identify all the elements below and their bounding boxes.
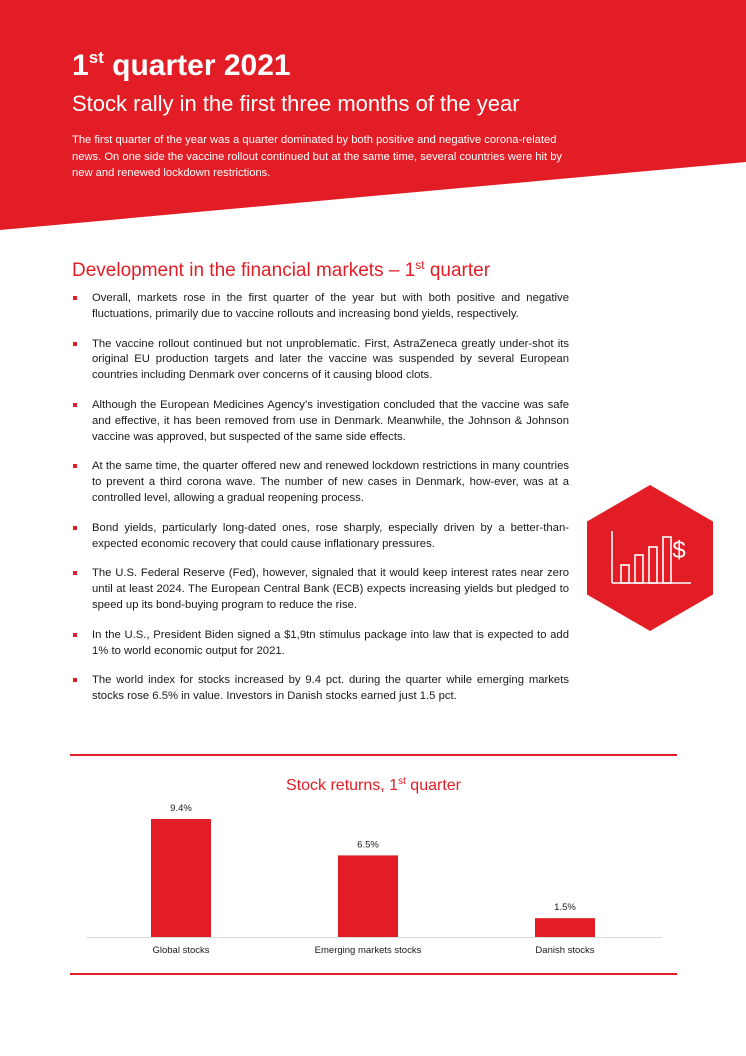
chart-bar <box>535 918 595 937</box>
bullet-text: Although the European Medicines Agency’s investigation concluded that the vaccine was safe and effective, it has been removed from use in Denmark. Meanwhile, the Johnson & Johnson vaccine was approved, but suspected of the same side effects. <box>92 398 569 443</box>
chart-value-label: 6.5% <box>357 839 379 851</box>
chart-bar <box>338 855 398 937</box>
bullet-marker <box>73 296 77 300</box>
bullet-marker <box>73 464 77 468</box>
bullet-text: In the U.S., President Biden signed a $1,9tn stimulus package into law that is expected to add 1% to world economic output for 2021. <box>92 628 569 657</box>
chart-dollar-icon <box>587 485 713 631</box>
bullet-item <box>72 628 569 660</box>
hexagon-shape <box>587 485 713 631</box>
bullet-item <box>72 459 569 506</box>
bullet-text: The vaccine rollout continued but not unproblematic. First, AstraZeneca greatly under-shot its original EU production targets and later the vaccine was suspended by several European countries including Denmark over concerns of it causing blood clots. <box>92 337 569 382</box>
chart-value-label: 1.5% <box>554 902 576 914</box>
bullet-marker <box>73 678 77 682</box>
chart-bar <box>151 819 211 937</box>
bullet-marker <box>73 571 77 575</box>
bullet-item <box>72 291 569 323</box>
chart-top-divider <box>70 754 677 756</box>
section-title: Development in the financial markets – 1st quarter <box>72 258 491 281</box>
bullet-item <box>72 673 569 705</box>
bullet-text: At the same time, the quarter offered new and renewed lockdown restrictions in many countries to prevent a third corona wave. The number of new cases in Denmark, how-ever, was at a controlled level, allowing a gradual reopening process. <box>92 460 569 504</box>
bullet-item <box>72 398 569 445</box>
bullet-marker <box>73 526 77 530</box>
bullet-marker <box>73 633 77 637</box>
bullet-item <box>72 566 569 613</box>
chart-category-label: Danish stocks <box>535 945 595 956</box>
bullet-item <box>72 521 569 553</box>
page-title: 1st quarter 2021 <box>72 48 291 82</box>
chart-category-label: Emerging markets stocks <box>314 945 422 956</box>
stock-returns-chart <box>70 800 677 965</box>
dollar-sign-icon: $ <box>672 537 686 564</box>
bullet-item <box>72 337 569 384</box>
page-subtitle: Stock rally in the first three months of the year <box>72 91 520 116</box>
chart-value-label: 9.4% <box>170 803 192 814</box>
chart-bottom-divider <box>70 973 677 975</box>
bullet-text: The U.S. Federal Reserve (Fed), however, signaled that it would keep interest rates near zero until at least 2024. The European Central Bank (ECB) expects increasing yields but pledged to speed up its bond-buying program to reduce the rise. <box>92 567 569 611</box>
intro-paragraph: The first quarter of the year was a quarter dominated by both positive and negative corona-related news. On one side the vaccine rollout continued but at the same time, several countries were hit by new and renewed lockdown restrictions. <box>72 134 563 179</box>
chart-category-label: Global stocks <box>152 945 210 956</box>
bullet-marker <box>73 342 77 346</box>
bullet-text: Bond yields, particularly long-dated ones, rose sharply, especially driven by a better-than-expected economic recovery that could cause inflationary pressures. <box>92 521 569 550</box>
chart-title: Stock returns, 1st quarter <box>286 776 461 794</box>
bullet-text: The world index for stocks increased by 9.4 pct. during the quarter while emerging markets stocks rose 6.5% in value. Investors in Danish stocks earned just 1.5 pct. <box>92 674 569 703</box>
bullet-marker <box>73 403 77 407</box>
bullet-text: Overall, markets rose in the first quarter of the year but with both positive and negative fluctuations, primarily due to vaccine rollouts and increasing bond yields, respectively. <box>92 292 569 320</box>
bullet-list <box>72 291 569 719</box>
